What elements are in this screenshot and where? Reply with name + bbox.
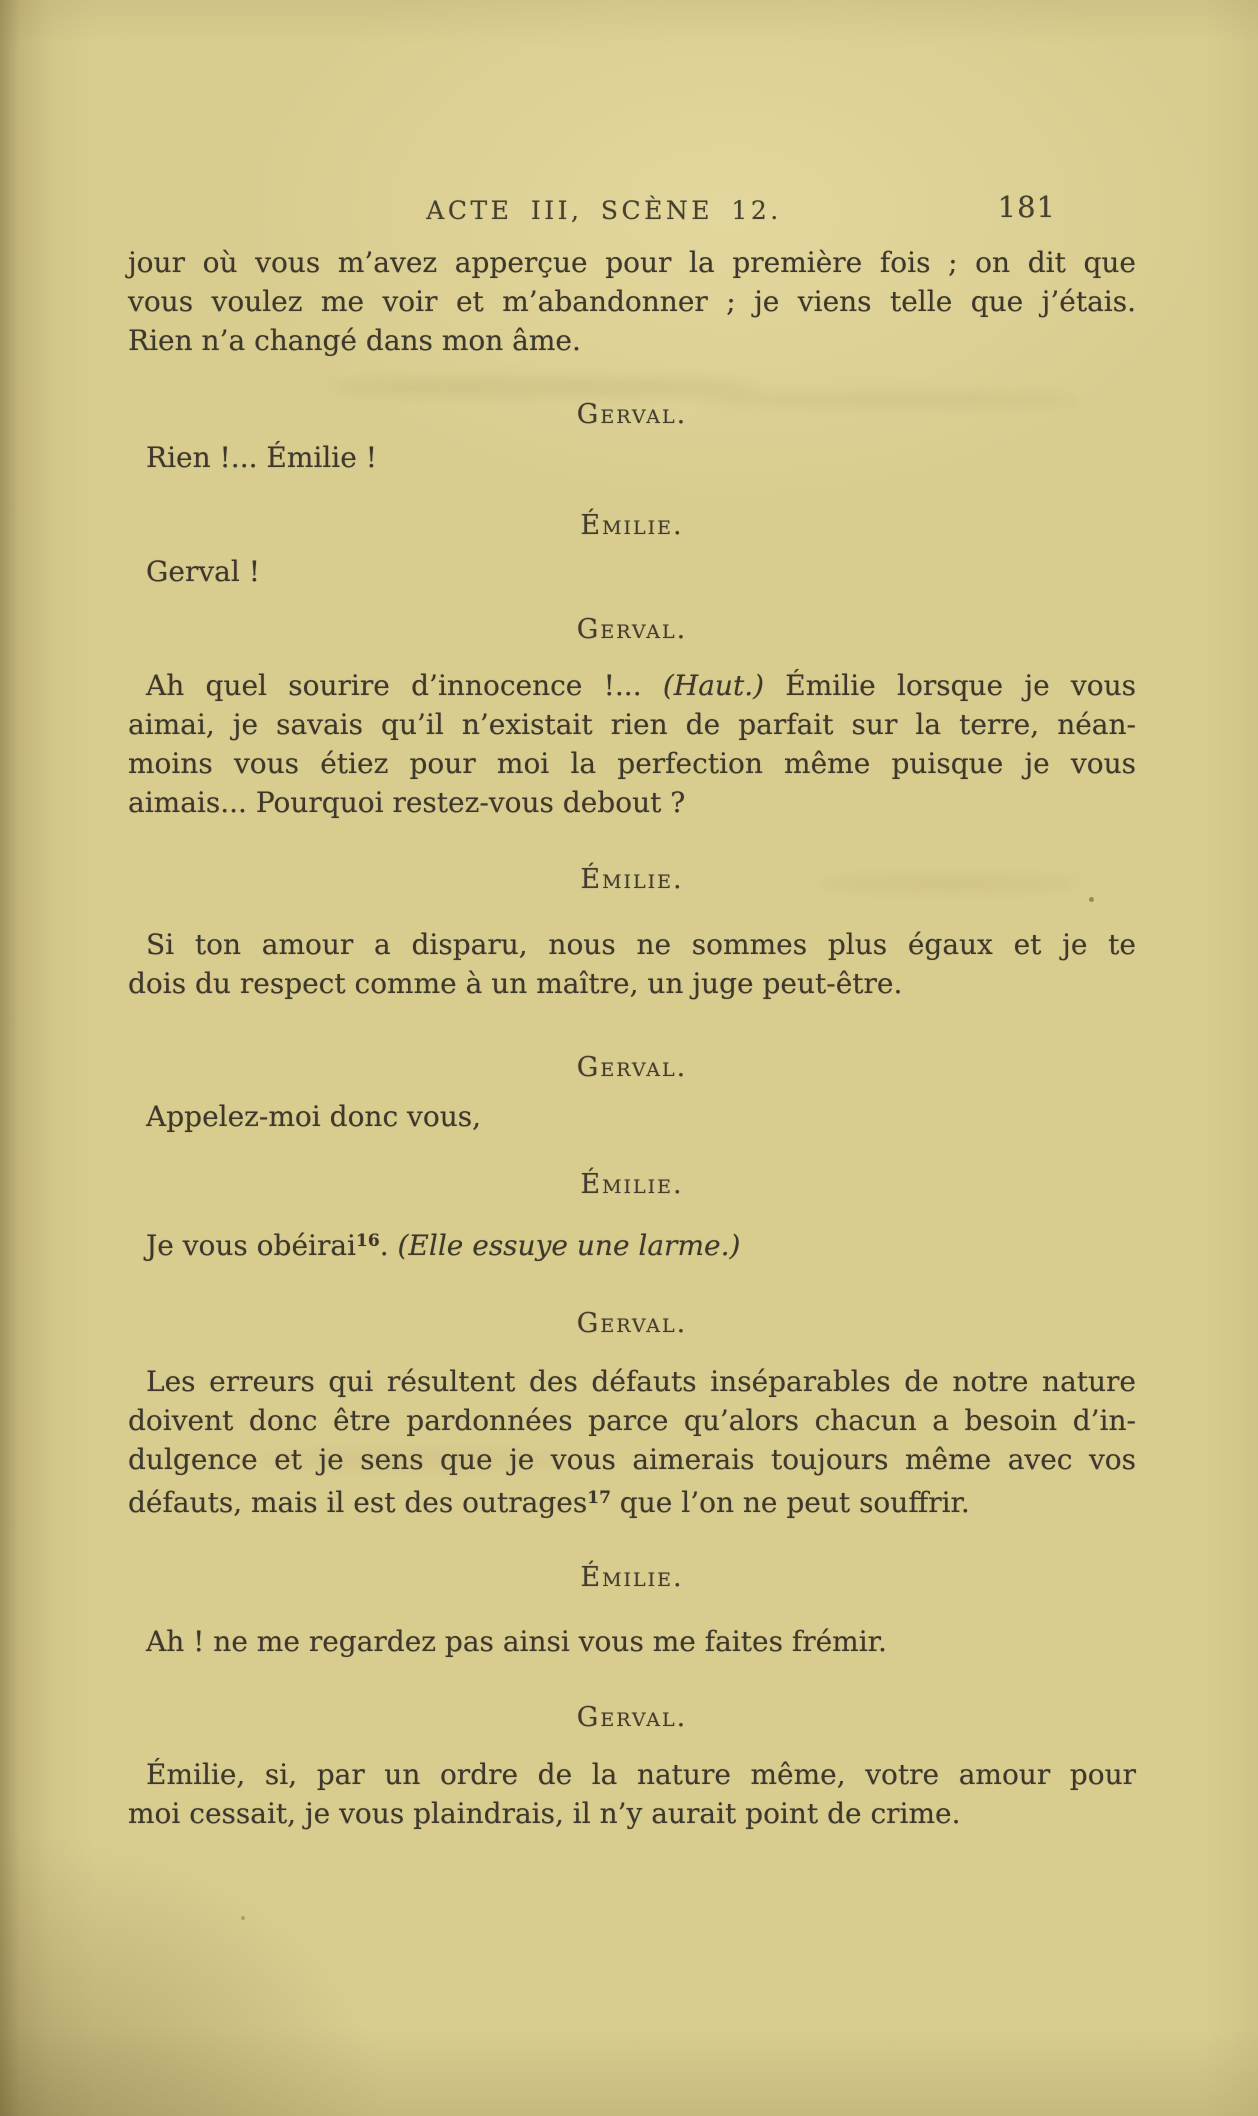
paragraph-line — [128, 666, 1136, 705]
dialogue-line — [128, 1222, 1154, 1265]
paragraph-line: Rien n’a changé dans mon âme. — [128, 324, 581, 357]
dialogue-paragraph — [128, 925, 1136, 1003]
show-through-smudge — [330, 378, 760, 396]
line-text: que l’on ne peut souffrir. — [610, 1486, 970, 1519]
line-text: Émilie lorsque je vous — [764, 669, 1136, 702]
speaker-heading-gerval: Gerval. — [576, 1702, 688, 1733]
page-number: 181 — [997, 190, 1056, 224]
line-text: Je vous obéirai — [146, 1229, 357, 1262]
paragraph-line: Si ton amour a disparu, nous ne sommes plus égaux et je te — [146, 928, 1136, 961]
dialogue-paragraph — [128, 1362, 1136, 1522]
dialogue-paragraph — [128, 666, 1136, 822]
line-text: Ah quel sourire d’innocence !... — [146, 669, 663, 702]
paragraph-line: aimai, je savais qu’il n’existait rien de parfait sur la terre, néan- — [128, 708, 1136, 741]
footnote-reference: 17 — [587, 1488, 611, 1508]
footnote-reference: 16 — [356, 1231, 380, 1251]
stage-direction: (Haut.) — [662, 669, 765, 702]
paragraph-line: Émilie, si, par un ordre de la nature même, votre amour pour — [146, 1758, 1136, 1791]
paper-speck — [241, 1916, 245, 1920]
paragraph-line: dois du respect comme à un maître, un juge peut-être. — [128, 967, 903, 1000]
stage-direction: (Elle essuye une larme.) — [397, 1229, 741, 1262]
paragraph-line: moi cessait, je vous plaindrais, il n’y aurait point de crime. — [128, 1797, 961, 1830]
paragraph-line: aimais... Pourquoi restez-vous debout ? — [128, 786, 686, 819]
speaker-heading-emilie: Émilie. — [580, 510, 684, 541]
line-text: défauts, mais il est des outrages — [128, 1486, 588, 1519]
speaker-heading-emilie: Émilie. — [580, 1169, 684, 1200]
running-header-title: ACTE III, SCÈNE 12. — [426, 196, 782, 225]
speaker-heading-gerval: Gerval. — [576, 1052, 688, 1083]
paragraph-line: doivent donc être pardonnées parce qu’alors chacun a besoin d’in- — [128, 1404, 1136, 1437]
speaker-heading-emilie: Émilie. — [580, 864, 684, 895]
speaker-heading-emilie: Émilie. — [580, 1562, 684, 1593]
paragraph-line — [128, 1479, 1136, 1522]
dialogue-line: Appelez-moi donc vous, — [146, 1100, 482, 1133]
paragraph-line: jour où vous m’avez apperçue pour la première fois ; on dit que — [128, 246, 1136, 279]
dialogue-line: Ah ! ne me regardez pas ainsi vous me faites frémir. — [146, 1625, 887, 1658]
paragraph-line: moins vous étiez pour moi la perfection même puisque je vous — [128, 747, 1136, 780]
paragraph-line: vous voulez me voir et m’abandonner ; je viens telle que j’étais. — [128, 285, 1136, 318]
paragraph-line: Les erreurs qui résultent des défauts inséparables de notre nature — [146, 1365, 1136, 1398]
paper-speck — [1089, 897, 1094, 902]
paragraph-line: dulgence et je sens que je vous aimerais toujours même avec vos — [128, 1443, 1136, 1476]
dialogue-line: Gerval ! — [146, 555, 260, 588]
dialogue-line: Rien !... Émilie ! — [146, 441, 377, 474]
speaker-heading-gerval: Gerval. — [576, 1308, 688, 1339]
dialogue-paragraph — [128, 243, 1136, 360]
speaker-heading-gerval: Gerval. — [576, 614, 688, 645]
speaker-heading-gerval: Gerval. — [576, 399, 688, 430]
line-text: . — [379, 1229, 398, 1262]
dialogue-paragraph — [128, 1755, 1136, 1833]
